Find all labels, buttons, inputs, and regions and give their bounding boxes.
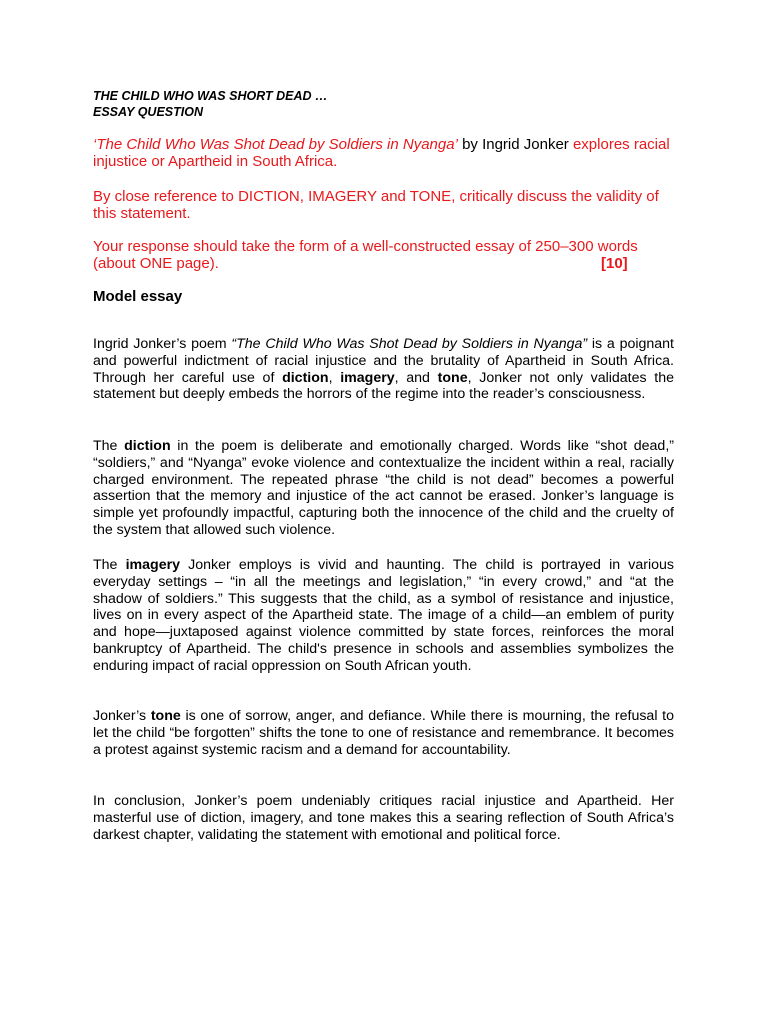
essay-paragraph-conclusion: In conclusion, Jonker’s poem undeniably critiques racial injustice and Apartheid. Her masterful use of diction, imagery, and tone makes this a searing reflection of South Africa’s darkest chapter, validating the statement with emotional and political force. <box>93 793 674 843</box>
text-run: Ingrid Jonker’s poem <box>93 336 232 352</box>
keyword-tone: tone <box>437 369 468 386</box>
text-run: Jonker’s <box>93 708 151 724</box>
question-statement: explores racial injustice or Apartheid in South Africa. <box>93 136 670 170</box>
poem-author: by Ingrid Jonker <box>457 136 569 153</box>
header-subtitle: ESSAY QUESTION <box>93 105 203 119</box>
text-run: is a poignant and powerful indictment of racial injustice and the brutality of Apartheid in South Africa. Through her careful use of <box>93 336 675 386</box>
keyword-imagery: imagery <box>125 557 180 573</box>
header-title: THE CHILD WHO WAS SHORT DEAD … <box>93 89 328 103</box>
keyword-diction: diction <box>282 369 329 386</box>
text-run: , <box>328 369 341 386</box>
text-run: The <box>93 438 125 454</box>
essay-paragraph-tone <box>93 708 674 758</box>
text-run: , and <box>394 369 438 386</box>
keyword-diction: diction <box>124 438 171 454</box>
question-paragraph-2: By close reference to DICTION, IMAGERY and TONE, critically discuss the validity of this statement. <box>93 188 659 222</box>
marks-label: [10] <box>601 255 628 272</box>
text-run: Jonker employs is vivid and haunting. The child is portrayed in various everyday settings – “in all the meetings and legislation,” “in every crowd,” and “at the shadow of soldiers.” This suggests that the child, as a symbol of resistance and injustice, lives on in every aspect of the Apartheid state. The image of a child—an emblem of purity and hope—juxtaposed against violence committed by state forces, reinforces the moral bankruptcy of Apartheid. The child's presence in schools and assemblies symbolizes the enduring impact of racial oppression on South African youth. <box>93 557 674 674</box>
poem-title: ‘The Child Who Was Shot Dead by Soldiers in Nyanga’ <box>93 136 458 153</box>
text-run: in the poem is deliberate and emotionally charged. Words like “shot dead,” “soldiers,” and “Nyanga” evoke violence and contextualize the incident within a real, racially charged environment. The repeated phrase “the child is not dead” becomes a powerful assertion that the memory and injustice of the act cannot be erased. Jonker’s language is simple yet profoundly impactful, capturing both the innocence of the child and the cruelty of the system that allowed such violence. <box>93 438 674 538</box>
question-paragraph-1 <box>93 136 683 170</box>
text-run: is one of sorrow, anger, and defiance. While there is mourning, the refusal to let the child “be forgotten” shifts the tone to one of resistance and remembrance. It becomes a protest against systemic racism and a demand for accountability. <box>93 708 674 758</box>
poem-title-quote: “The Child Who Was Shot Dead by Soldiers in Nyanga” <box>231 336 588 352</box>
keyword-imagery: imagery <box>340 369 395 386</box>
text-run: , Jonker not only validates the statement but deeply embeds the horrors of the regime into the reader’s consciousness. <box>93 369 675 403</box>
essay-paragraph-intro <box>93 336 674 403</box>
keyword-tone: tone <box>150 708 181 724</box>
model-essay-heading: Model essay <box>93 288 183 305</box>
document-header <box>93 88 683 120</box>
question-paragraph-3: Your response should take the form of a well-constructed essay of 250–300 words (about ONE page). <box>93 238 638 272</box>
text-run: The <box>93 557 126 573</box>
essay-paragraph-diction <box>93 438 674 539</box>
essay-paragraph-imagery <box>93 557 674 675</box>
